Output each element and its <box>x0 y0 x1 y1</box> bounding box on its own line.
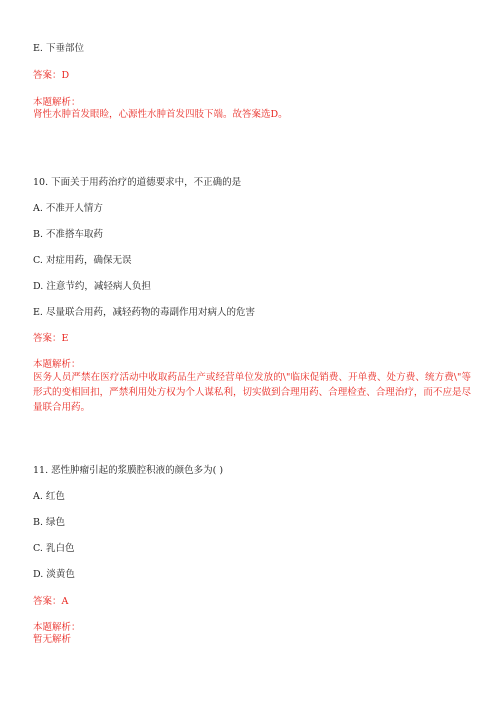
option-e: E. 尽量联合用药，减轻药物的毒副作用对病人的危害 <box>33 307 255 318</box>
question-text: 11. 恶性肿瘤引起的浆膜腔积液的颜色多为( ) <box>33 465 224 476</box>
analysis-text: 肾性水肿首发眼睑，心源性水肿首发四肢下端。故答案选D。 <box>33 109 288 120</box>
option-d: D. 注意节约，减轻病人负担 <box>33 281 151 292</box>
answer: 答案：D <box>33 70 70 81</box>
option-b: B. 不准搭车取药 <box>33 229 104 240</box>
analysis-label: 本题解析： <box>33 622 81 633</box>
question-text: 10. 下面关于用药治疗的道德要求中，不正确的是 <box>33 177 242 188</box>
option-e: E. 下垂部位 <box>33 43 84 54</box>
analysis-label: 本题解析： <box>33 359 81 370</box>
option-a: A. 红色 <box>33 491 65 502</box>
option-b: B. 绿色 <box>33 517 66 528</box>
analysis-text: 暂无解析 <box>33 634 72 645</box>
option-c: C. 乳白色 <box>33 543 75 554</box>
answer: 答案：A <box>33 596 69 607</box>
option-d: D. 淡黄色 <box>33 569 75 580</box>
analysis-label: 本题解析： <box>33 97 81 108</box>
analysis-text: 医务人员严禁在医疗活动中收取药品生产或经营单位发放的\"临床促销费、开单费、处方费、统方费\"等形式的变相回扣，严禁利用处方权为个人谋私利，切实做到合理用药、合理检查、合理治疗，而不应是尽量联合用药。 <box>33 372 471 413</box>
answer: 答案：E <box>33 333 69 344</box>
option-a: A. 不准开人情方 <box>33 203 103 214</box>
option-c: C. 对症用药，确保无误 <box>33 255 132 266</box>
